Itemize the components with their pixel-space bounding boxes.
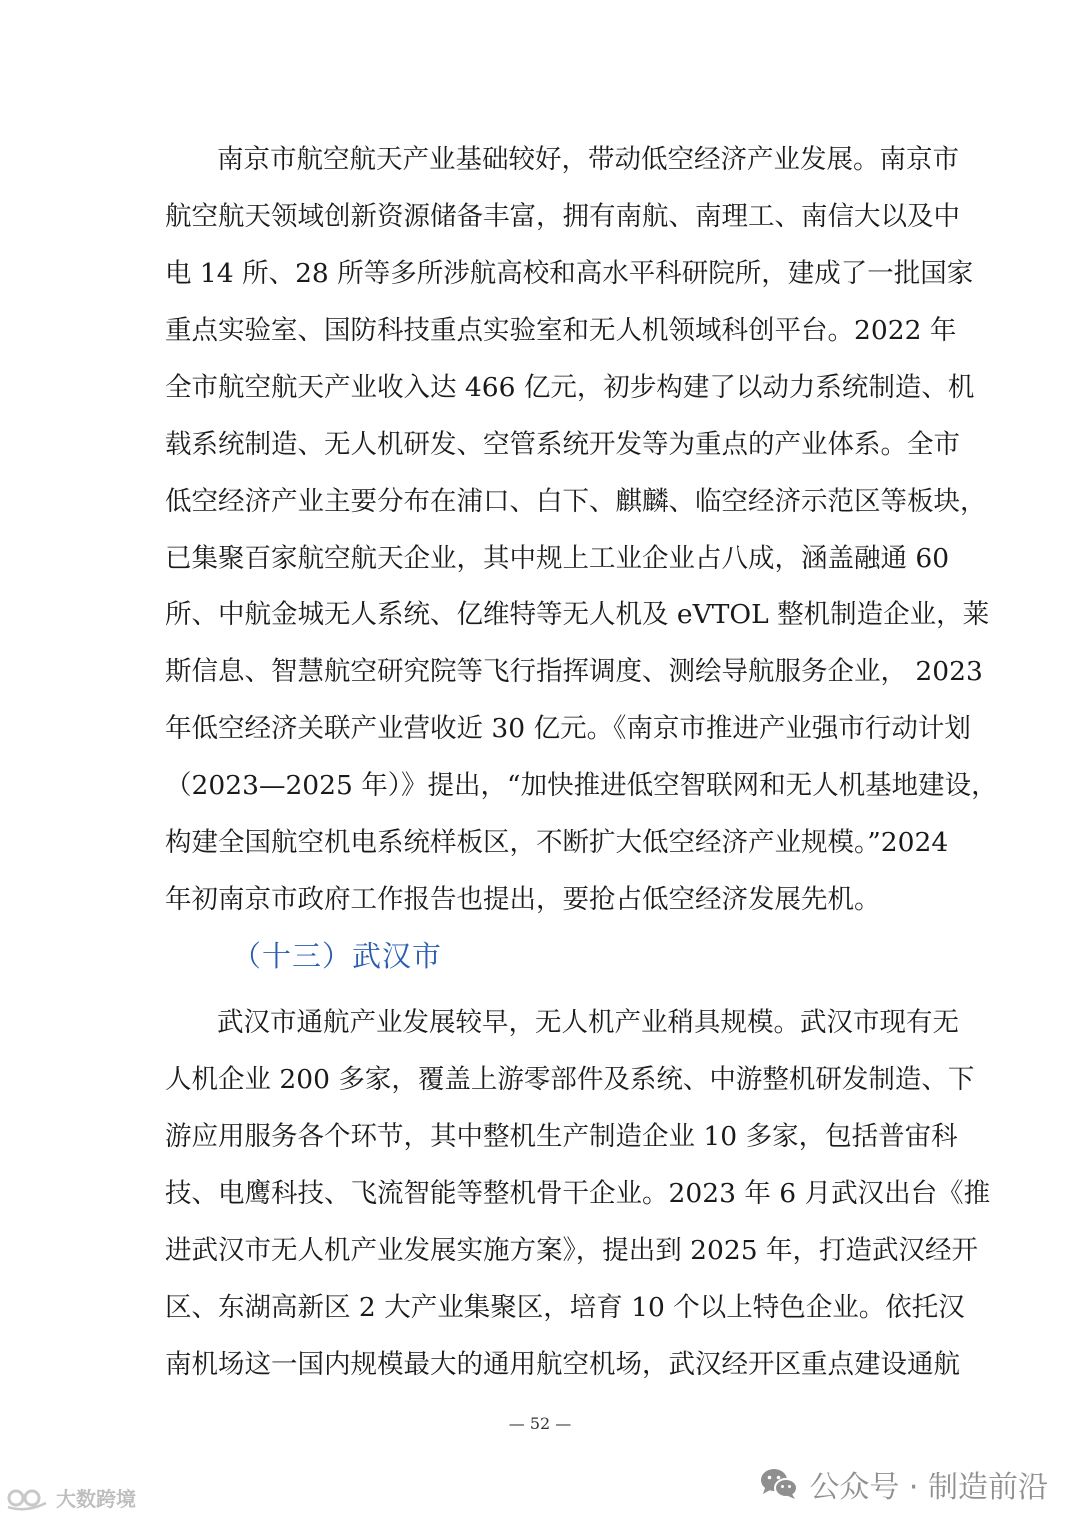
page-number: — 52 — — [508, 1414, 572, 1433]
wechat-icon — [759, 1467, 799, 1501]
text-line: 游应用服务各个环节，其中整机生产制造企业 10 多家，包括普宙科 — [165, 1121, 958, 1152]
watermark-right-text: 公众号 · 制造前沿 — [809, 1470, 1048, 1505]
text-line: 进武汉市无人机产业发展实施方案》，提出到 2025 年，打造武汉经开 — [165, 1235, 979, 1266]
text-line: 技、电鹰科技、飞流智能等整机骨干企业。2023 年 6 月武汉出台《推 — [165, 1178, 991, 1209]
text-line: 年初南京市政府工作报告也提出，要抢占低空经济发展先机。 — [165, 884, 881, 915]
text-line: 区、东湖高新区 2 大产业集聚区，培育 10 个以上特色企业。依托汉 — [165, 1292, 965, 1323]
section-heading: （十三）武汉市 — [232, 939, 443, 973]
text-line: （2023—2025 年）》提出，“加快推进低空智联网和无人机基地建设， — [165, 770, 998, 801]
text-line: 南机场这一国内规模最大的通用航空机场，武汉经开区重点建设通航 — [165, 1349, 960, 1380]
text-line: 已集聚百家航空航天企业，其中规上工业企业占八成，涵盖融通 60 — [165, 543, 950, 574]
text-line: 载系统制造、无人机研发、空管系统开发等为重点的产业体系。全市 — [165, 429, 960, 460]
text-line: 重点实验室、国防科技重点实验室和无人机领域科创平台。2022 年 — [165, 315, 957, 346]
watermark-logo-icon — [6, 1485, 50, 1511]
text-line: 全市航空航天产业收入达 466 亿元，初步构建了以动力系统制造、机 — [165, 372, 975, 403]
text-line: 人机企业 200 多家，覆盖上游零部件及系统、中游整机研发制造、下 — [165, 1064, 975, 1095]
text-line: 年低空经济关联产业营收近 30 亿元。《南京市推进产业强市行动计划 — [165, 713, 971, 744]
watermark-right — [759, 1462, 1048, 1506]
text-line: 低空经济产业主要分布在浦口、白下、麒麟、临空经济示范区等板块， — [165, 486, 987, 517]
text-line: 武汉市通航产业发展较早，无人机产业稍具规模。武汉市现有无 — [217, 1007, 959, 1038]
text-line: 所、中航金城无人系统、亿维特等无人机及 eVTOL 整机制造企业，莱 — [165, 599, 990, 630]
text-line: 电 14 所、28 所等多所涉航高校和高水平科研院所，建成了一批国家 — [165, 258, 974, 289]
watermark-left-text: 大数跨境 — [56, 1487, 136, 1511]
text-line: 南京市航空航天产业基础较好，带动低空经济产业发展。南京市 — [217, 144, 959, 175]
text-line: 航空航天领域创新资源储备丰富，拥有南航、南理工、南信大以及中 — [165, 201, 960, 232]
text-line: 斯信息、智慧航空研究院等飞行指挥调度、测绘导航服务企业， 2023 — [165, 656, 983, 687]
text-line: 构建全国航空机电系统样板区，不断扩大低空经济产业规模。”2024 — [165, 827, 949, 858]
watermark-left — [6, 1483, 136, 1512]
